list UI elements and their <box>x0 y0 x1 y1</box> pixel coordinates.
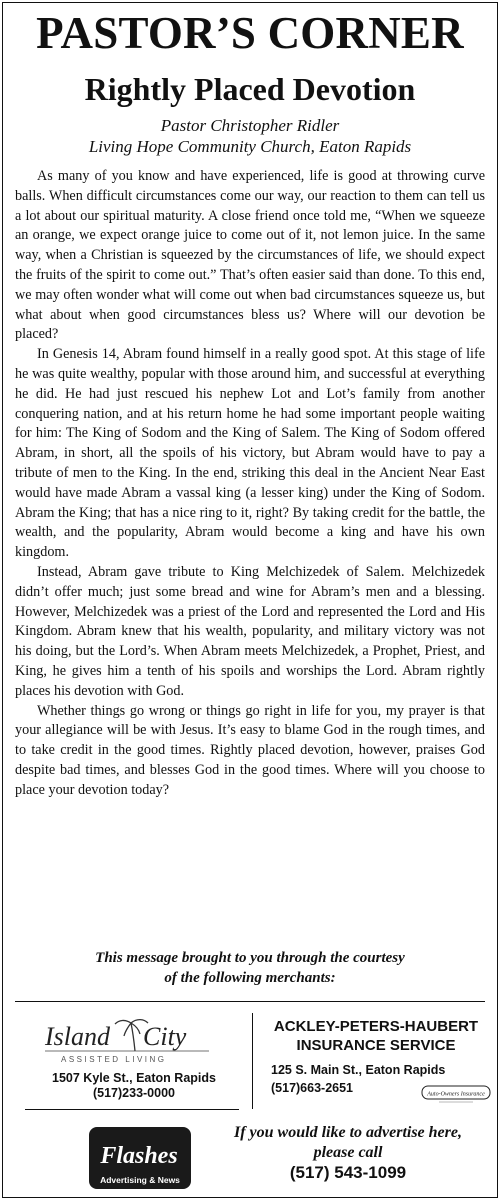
author-byline: Pastor Christopher Ridler <box>160 116 340 135</box>
advertise-line-1: If you would like to advertise here, <box>234 1124 462 1141</box>
article-headline: Rightly Placed Devotion <box>84 71 416 107</box>
insurance-phone: (517)663-2651 <box>271 1081 354 1095</box>
insurance-name-line-1: ACKLEY-PETERS-HAUBERT <box>273 1018 479 1035</box>
island-city-contact <box>19 1071 249 1101</box>
church-byline: Living Hope Community Church, Eaton Rapids <box>88 137 412 156</box>
courtesy-line-2: of the following merchants: <box>164 970 336 986</box>
courtesy-note <box>3 948 497 988</box>
island-city-logo <box>43 1015 213 1067</box>
advertise-phone: (517) 543-1099 <box>289 1163 407 1182</box>
island-city-divider <box>25 1109 239 1110</box>
insurance-address: 125 S. Main St., Eaton Rapids <box>271 1063 446 1077</box>
flashes-logo <box>85 1125 195 1191</box>
island-city-logo-word-1: Island <box>45 1022 110 1051</box>
advertise-line-2: please call <box>313 1144 383 1161</box>
flashes-logo-word: Flashes <box>100 1143 178 1169</box>
paragraph-1: As many of you know and have experienced, life is good at throwing curve balls. When difficult circumstances come our way, our reaction to them can tell us a lot about our spiritual maturity. A close friend once told me, “When we squeeze an orange, we expect orange juice to come out of it, not lemon juice. In the same way, when a Christian is squeezed by the circumstances of life, we should expect the fruits of the spirit to come out.” That’s often easier said than done. To this end, we may often wonder what will come out when bad circumstances squeeze us, but what about when good circumstances bless us? Where will our devotion be placed? <box>15 168 485 343</box>
flashes-logo-tagline: Advertising & News <box>100 1175 180 1185</box>
island-city-phone: (517)233-0000 <box>92 1086 175 1100</box>
auto-owners-logo-text: Auto-Owners Insurance <box>427 1091 485 1098</box>
paragraph-4: Whether things go wrong or things go right in life for you, my prayer is that your allegiance will be with Jesus. It’s easy to blame God in the rough times, and to take credit in the good times. Rightly placed devotion, however, praises God despite bad times, and blesses God in the good times. Where will you choose to place your devotion today? <box>15 702 485 798</box>
masthead-title: PASTOR’S CORNER <box>36 8 464 58</box>
insurance-name <box>261 1017 491 1055</box>
pastors-corner-ad <box>2 2 498 1198</box>
advertise-here-note <box>203 1123 493 1183</box>
island-city-address: 1507 Kyle St., Eaton Rapids <box>52 1071 216 1085</box>
courtesy-line-1: This message brought to you through the courtesy <box>95 950 405 966</box>
insurance-name-line-2: INSURANCE SERVICE <box>296 1037 456 1054</box>
sponsors-column-divider <box>252 1013 253 1109</box>
insurance-contact <box>271 1061 445 1097</box>
paragraph-2: In Genesis 14, Abram found himself in a really good spot. At this stage of life he was quite wealthy, popular with those around him, and successful at everything he did. He had just rescued his nephew Lot and Lot’s family from another conquering nation, and at his return home he had some important people waiting for him: The King of Sodom and the King of Salem. The King of Sodom offered Abram, in short, all the spoils of his victory, but Abram would have to pay a tribute of men to the King. In the end, striking this deal in the Ancient Near East would have made Abram a vassal king (a lesser king) under the King of Sodom. Abram the King; that has a nice ring to it, right? By taking credit for the battle, the wealth, and the popularity, Abram would become a king and have his own kingdom. <box>15 346 485 561</box>
island-city-logo-word-2: City <box>143 1022 187 1051</box>
article-body <box>15 167 485 801</box>
island-city-tagline: ASSISTED LIVING <box>61 1055 167 1064</box>
sponsors-divider <box>15 1001 485 1002</box>
auto-owners-logo <box>421 1083 491 1105</box>
paragraph-3: Instead, Abram gave tribute to King Melchizedek of Salem. Melchizedek didn’t offer much; just some bread and wine for Abram’s men and a blessing. However, Melchizedek was a priest of the Lord and represented the Lord and His Kingdom. Abram knew that his wealth, popularity, and military victory was not his doing, but the Lord’s. When Abram meets Melchizedek, a Prophet, Priest, and King, he gives him a tenth of his spoils and worships the Lord. Abram rightly places his devotion with God. <box>15 563 485 699</box>
